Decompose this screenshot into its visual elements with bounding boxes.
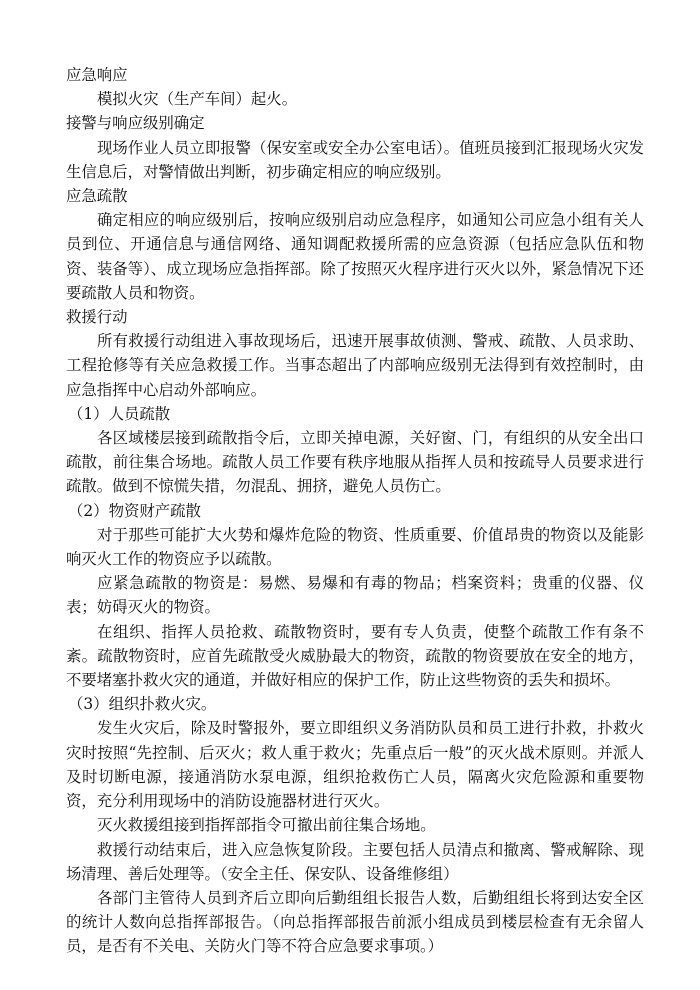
paragraph-property-procedure: 在组织、指挥人员抢救、疏散物资时，要有专人负责，使整个疏散工作有条不紊。疏散物资时，应首先疏散受火威胁最大的物资，疏散的物资要放在安全的地方，不要堵塞扑救火灾的通道，并做好相应的保护工作，防止这些物资的丢失和损坏。 [66,622,644,690]
paragraph-property-scope: 对于那些可能扩大火势和爆炸危险的物资、性质重要、价值昂贵的物资以及能影响灭火工作的物资应予以疏散。 [66,525,644,569]
paragraph-rescue: 所有救援行动组进入事故现场后，迅速开展事故侦测、警戒、疏散、人员求助、工程抢修等有关应急救援工作。当事态超出了内部响应级别无法得到有效控制时，由应急指挥中心启动外部响应。 [66,332,644,399]
paragraph-firefighting: 发生火灾后，除及时警报外，要立即组织义务消防队员和员工进行扑救，扑救火灾时按照“先控制、后灭火；救人重于救火；先重点后一般”的灭火战术原则。并派人及时切断电源，接通消防水泵电源，组织抢救伤亡人员，隔离火灾危险源和重要物资，充分利用现场中的消防设施器材进行灭火。 [66,719,644,811]
heading-emergency-evacuation: 应急疏散 [66,187,128,206]
paragraph-recovery: 救援行动结束后，进入应急恢复阶段。主要包括人员清点和撤离、警戒解除、现场清理、善后处理等。（安全主任、保安队、设备维修组） [66,840,644,883]
paragraph-headcount-report: 各部门主管待人员到齐后立即向后勤组组长报告人数，后勤组组长将到达安全区的统计人数向总指挥部报告。（向总指挥部报告前派小组成员到楼层检查有无余留人员，是否有不关电、关防火门等不符合应急要求事项。） [66,888,644,956]
heading-emergency-response: 应急响应 [66,66,128,84]
subheading-firefighting: （3）组织扑救火灾。 [68,695,217,714]
subheading-personnel-evacuation: （1）人员疏散 [68,404,171,423]
heading-alarm-level: 接警与响应级别确定 [66,114,205,133]
paragraph-personnel-evacuation: 各区域楼层接到疏散指令后，立即关掉电源，关好窗、门，有组织的从安全出口疏散，前往集合场地。疏散人员工作要有秩序地服从指挥人员和按疏导人员要求进行疏散。做到不惊慌失措，勿混乱、拥挤，避免人员伤亡。 [66,429,644,496]
paragraph-simulate-fire: 模拟火灾（生产车间）起火。 [97,90,298,109]
paragraph-withdraw: 灭火救援组接到指挥部指令可撤出前往集合场地。 [97,816,436,835]
paragraph-evacuation: 确定相应的响应级别后，按响应级别启动应急程序，如通知公司应急小组有关人员到位、开通信息与通信网络、通知调配救援所需的应急资源（包括应急队伍和物资、装备等）、成立现场应急指挥部。除了按照灭火程序进行灭火以外，紧急情况下还要疏散人员和物资。 [66,211,644,302]
subheading-property-evacuation: （2）物资财产疏散 [68,501,201,520]
paragraph-alarm: 现场作业人员立即报警（保安室或安全办公室电话）。值班员接到汇报现场火灾发生信息后，对警情做出判断，初步确定相应的响应级别。 [66,138,644,181]
heading-rescue-action: 救援行动 [66,308,128,327]
paragraph-property-items: 应紧急疏散的物资是：易燃、易爆和有毒的物品；档案资料；贵重的仪器、仪表；妨碍灭火的物资。 [66,574,644,617]
